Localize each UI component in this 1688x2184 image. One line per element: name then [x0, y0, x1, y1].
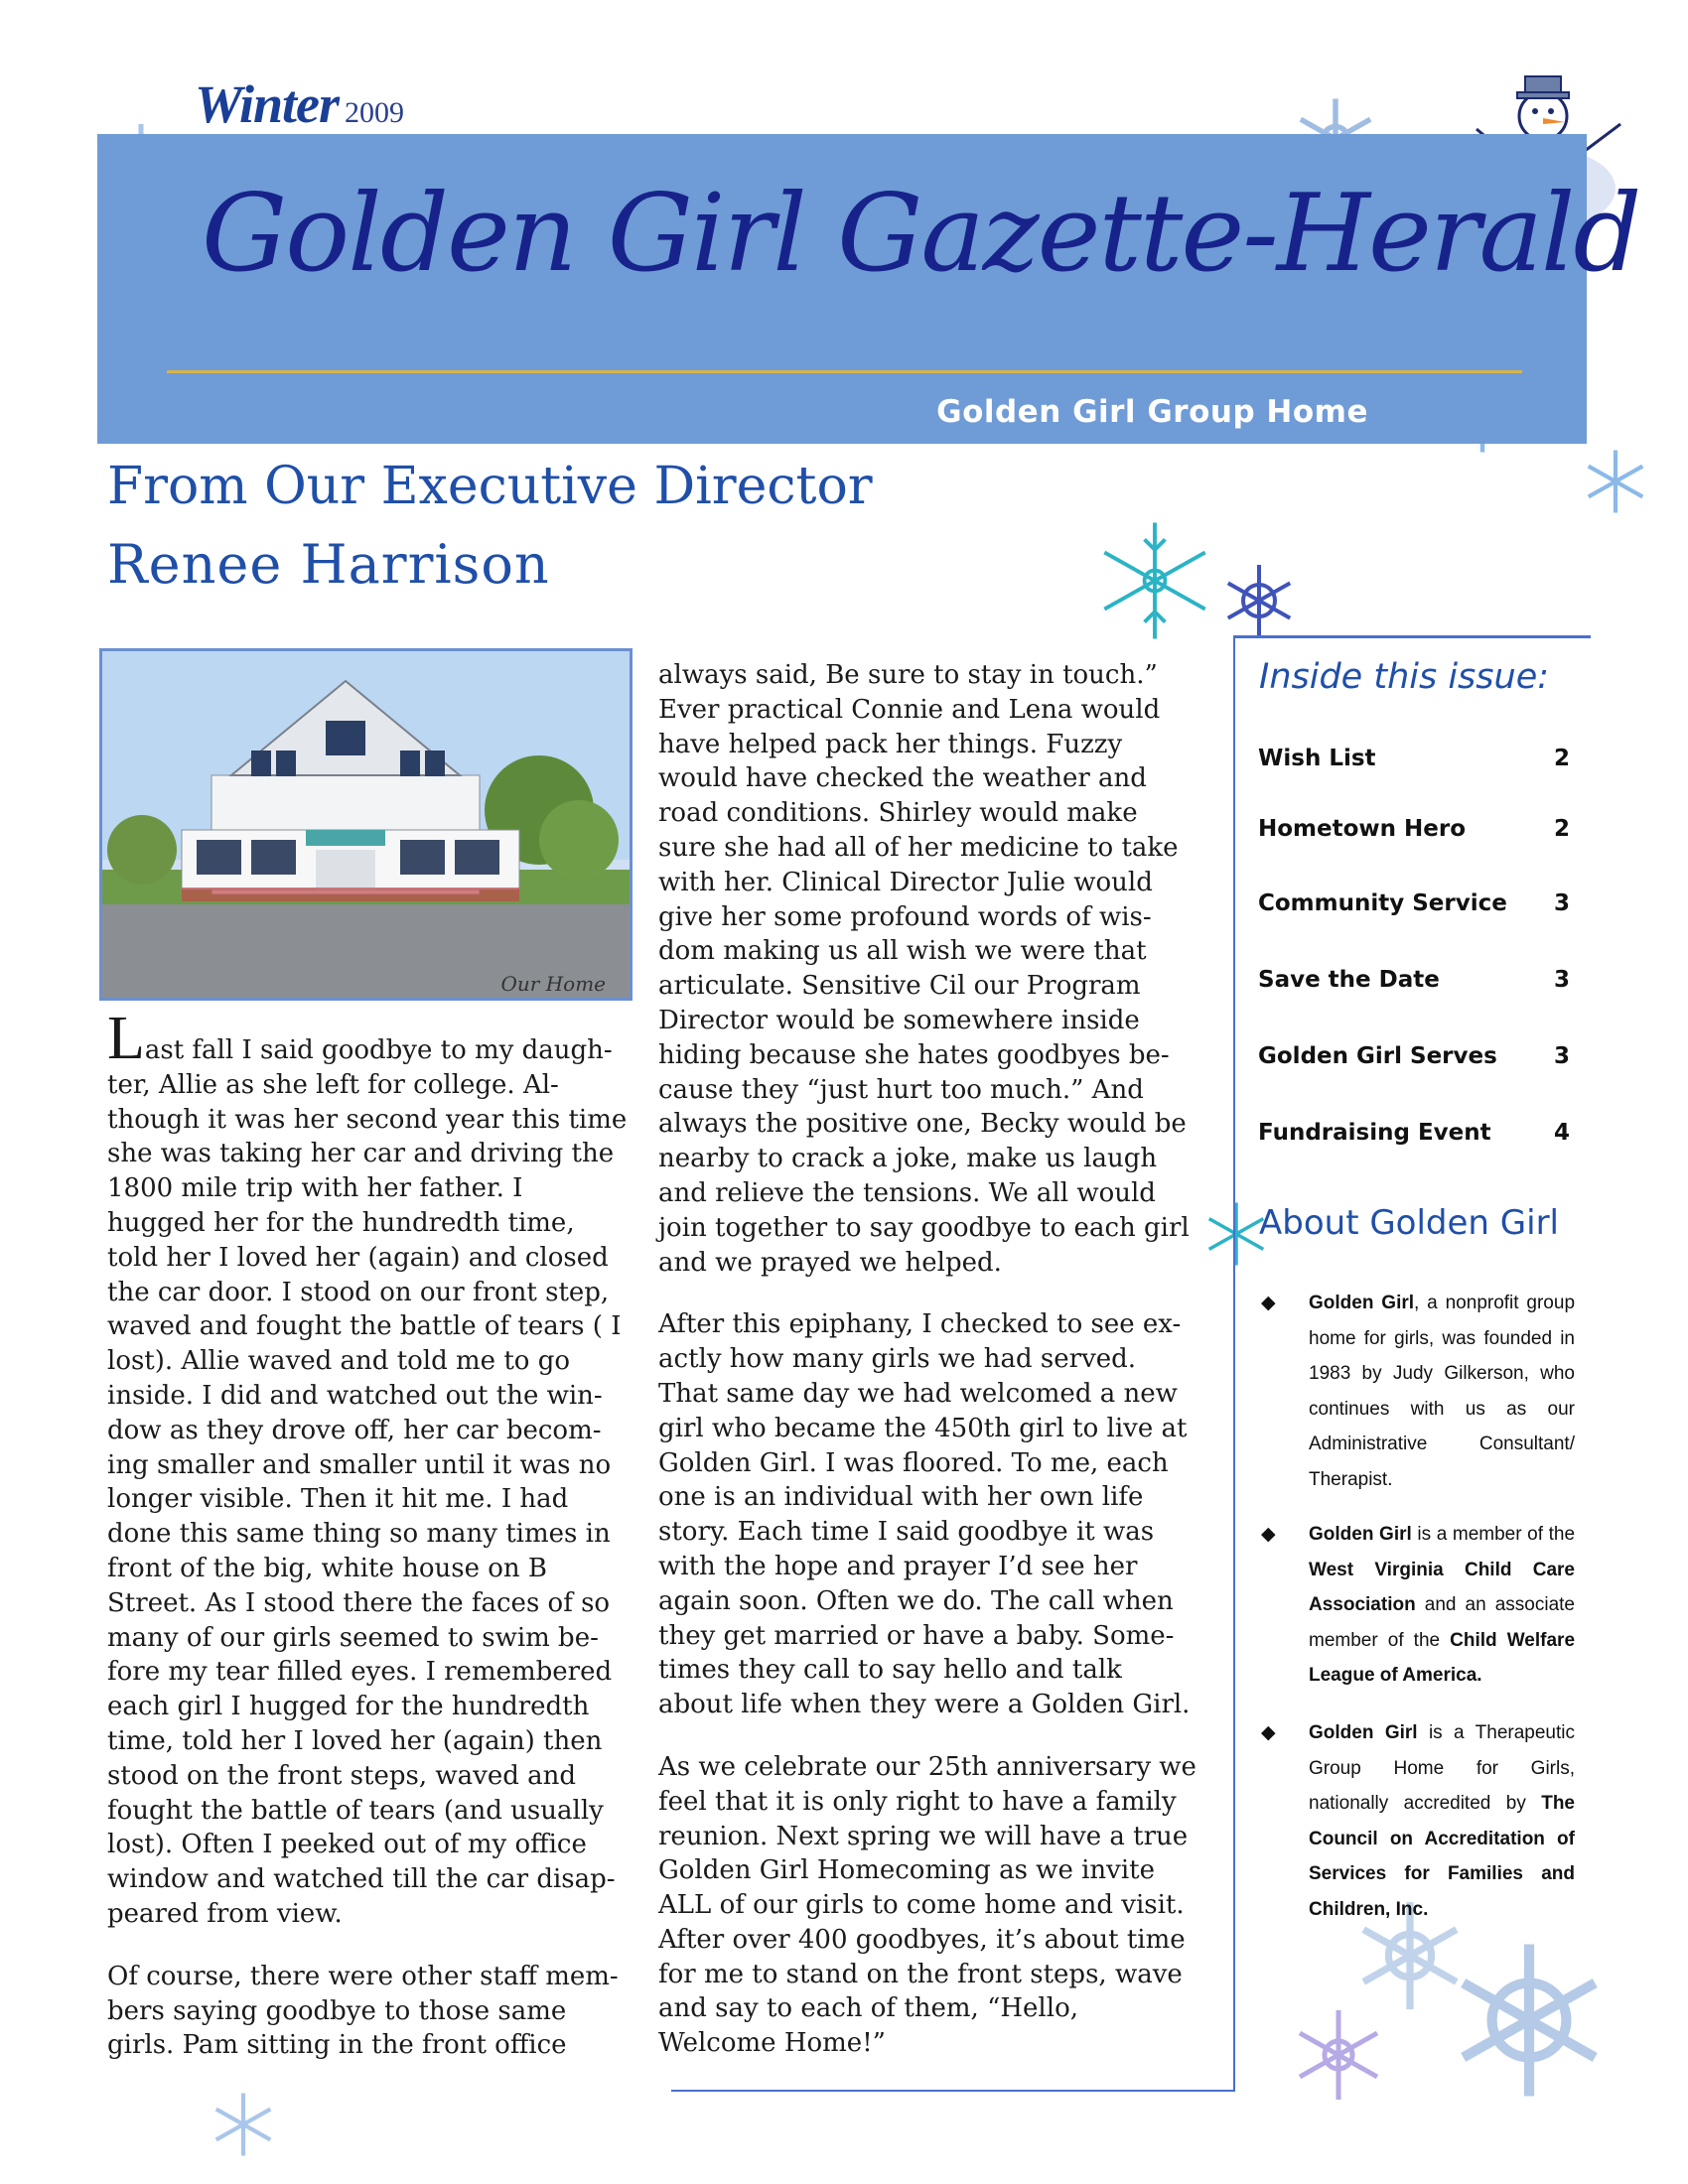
about-text	[1261, 1715, 1575, 1927]
toc-label: Golden Girl Serves	[1258, 1043, 1497, 1069]
article-line: done this same thing so many times in	[107, 1519, 611, 1550]
snowflake-icon	[1289, 2005, 1388, 2105]
about-bold: Child Welfare League of America.	[1309, 1629, 1576, 1686]
article-column-1	[107, 1005, 633, 2063]
article-line: many of our girls seemed to swim be-	[107, 1622, 599, 1653]
article-line: ing smaller and smaller until it was no	[107, 1449, 612, 1480]
article-line: Of course, there were other staff mem-	[107, 1961, 619, 1991]
article-line: Ever practical Connie and Lena would	[658, 694, 1161, 725]
article-line: would have checked the weather and	[658, 763, 1147, 794]
snowflake-icon	[1445, 1936, 1614, 2105]
article-line: for me to stand on the front steps, wave	[658, 1959, 1183, 1989]
article-line: girl who became the 450th girl to live at	[658, 1413, 1188, 1443]
article-line: always the positive one, Becky would be	[658, 1109, 1187, 1140]
about-bold: Golden Girl	[1309, 1722, 1418, 1743]
about-title: About Golden Girl	[1259, 1203, 1559, 1243]
article-line: Golden Girl. I was floored. To me, each	[658, 1447, 1169, 1478]
article-line: told her I loved her (again) and closed	[107, 1242, 609, 1273]
bottom-rule	[671, 2090, 1235, 2092]
diamond-bullet-icon: ◆	[1261, 1722, 1276, 1743]
about-plain: and an associate member of the	[1309, 1594, 1575, 1651]
article-column-2	[658, 658, 1199, 2061]
article-line: reunion. Next spring we will have a true	[658, 1821, 1189, 1851]
article-line-rest: ast fall I said goodbye to my daugh-	[144, 1035, 613, 1065]
article-line: and we prayed we helped.	[658, 1247, 1002, 1278]
article-line: Welcome Home!”	[658, 2028, 886, 2059]
article-line: articulate. Sensitive Cil our Program	[658, 971, 1141, 1002]
snowflake-icon	[1219, 561, 1299, 640]
article-line: again soon. Often we do. The call when	[658, 1585, 1174, 1616]
article-line: and say to each of them, “Hello,	[658, 1993, 1078, 2024]
article-line: fought the battle of tears (and usually	[107, 1795, 604, 1826]
article-line: inside. I did and watched out the win-	[107, 1380, 603, 1411]
snowflake-icon	[1090, 516, 1219, 645]
toc-page: 3	[1553, 890, 1570, 916]
toc-page: 3	[1553, 1043, 1570, 1069]
article-line: about life when they were a Golden Girl.	[658, 1690, 1191, 1720]
article-line: front of the big, white house on B	[107, 1553, 548, 1583]
article-line: road conditions. Shirley would make	[658, 798, 1138, 829]
toc-page: 4	[1553, 1120, 1570, 1146]
article-line: hiding because she hates goodbyes be-	[658, 1039, 1170, 1070]
article-line: stood on the front steps, waved and	[107, 1760, 576, 1791]
article-line: After over 400 goodbyes, it’s about time	[658, 1924, 1186, 1955]
sidebar-top-rule	[1233, 635, 1591, 638]
about-bold: West Virginia Child Care Association	[1309, 1559, 1575, 1615]
article-line: times they call to say hello and talk	[658, 1655, 1122, 1686]
article-line: bers saying goodbye to those same	[107, 1995, 567, 2026]
about-item-2	[1261, 1517, 1575, 1694]
article-line: story. Each time I said goodbye it was	[658, 1517, 1155, 1548]
article-line: time, told her I loved her (again) then	[107, 1725, 603, 1756]
toc-label: Fundraising Event	[1258, 1120, 1491, 1146]
toc-item-save-the-date[interactable]	[1258, 967, 1570, 993]
article-line: waved and fought the battle of tears ( I	[107, 1311, 622, 1342]
issue-year: 2009	[345, 96, 405, 129]
about-item-1	[1261, 1286, 1575, 1497]
article-line: actly how many girls we had served.	[658, 1344, 1137, 1375]
article-line: and relieve the tensions. We all would	[658, 1177, 1156, 1208]
house-illustration	[102, 651, 630, 998]
toc-item-community-service[interactable]	[1258, 890, 1570, 916]
toc-page: 2	[1553, 746, 1570, 771]
article-line: dom making us all wish we were that	[658, 936, 1147, 967]
diamond-bullet-icon: ◆	[1261, 1293, 1276, 1313]
about-bold: Golden Girl	[1309, 1293, 1415, 1313]
article-line: window and watched till the car disap-	[107, 1864, 616, 1895]
toc-item-wish-list[interactable]	[1258, 746, 1570, 771]
article-line: lost). Allie waved and told me to go	[107, 1346, 570, 1377]
article-line: girls. Pam sitting in the front office	[107, 2030, 567, 2061]
article-line: though it was her second year this time	[107, 1104, 628, 1135]
about-plain: is a Therapeutic Group Home for Girls, nationally accredited by	[1309, 1722, 1575, 1814]
about-text	[1261, 1286, 1575, 1497]
about-item-3	[1261, 1715, 1575, 1927]
article-line: hugged her for the hundredth time,	[107, 1207, 575, 1238]
article-line: give her some profound words of wis-	[658, 901, 1152, 932]
article-line: join together to say goodbye to each girl	[658, 1212, 1190, 1243]
article-line: she was taking her car and driving the	[107, 1139, 615, 1169]
article-line: sure she had all of her medicine to take	[658, 832, 1179, 863]
article-line: have helped pack her things. Fuzzy	[658, 729, 1123, 759]
article-line: fore my tear filled eyes. I remembered	[107, 1657, 613, 1688]
masthead-rule	[167, 370, 1522, 373]
issue-season: Winter	[195, 74, 340, 134]
toc-label: Wish List	[1258, 746, 1376, 771]
article-line: cause they “just hurt too much.” And	[658, 1074, 1144, 1105]
organization-name: Golden Girl Group Home	[936, 394, 1368, 430]
toc-item-fundraising-event[interactable]	[1258, 1120, 1570, 1146]
toc-label: Community Service	[1258, 890, 1507, 916]
article-line: with the hope and prayer I’d see her	[658, 1551, 1138, 1581]
article-line	[107, 1005, 633, 1072]
article-line: feel that it is only right to have a family	[658, 1786, 1177, 1817]
article-line: ter, Allie as she left for college. Al-	[107, 1069, 559, 1100]
article-line: Golden Girl Homecoming as we invite	[658, 1855, 1155, 1886]
issue-date	[195, 73, 404, 135]
article-line: longer visible. Then it hit me. I had	[107, 1484, 569, 1515]
drop-cap: L	[107, 1005, 145, 1072]
article-line: ALL of our girls to come home and visit.	[658, 1890, 1185, 1921]
article-line: 1800 mile trip with her father. I	[107, 1173, 523, 1204]
article-line: always said, Be sure to stay in touch.”	[658, 660, 1158, 690]
toc-label: Hometown Hero	[1258, 816, 1467, 842]
column-divider	[1233, 635, 1235, 2090]
photo-caption: Our Home	[500, 972, 606, 996]
about-plain: , a nonprofit group home for girls, was founded in 1983 by Judy Gilkerson, who continues with us as our Administrative Consultant/ Therapist.	[1309, 1293, 1576, 1490]
article-line: Street. As I stood there the faces of so	[107, 1587, 611, 1618]
article-line: That same day we had welcomed a new	[658, 1378, 1178, 1409]
article-line: After this epiphany, I checked to see ex-	[658, 1309, 1182, 1340]
section-title: From Our Executive Director	[107, 457, 873, 516]
about-text	[1261, 1517, 1575, 1694]
inside-issue-title: Inside this issue:	[1259, 657, 1550, 697]
article-line: Director would be somewhere inside	[658, 1005, 1140, 1035]
about-bold: Golden Girl	[1309, 1524, 1412, 1545]
toc-page: 3	[1553, 967, 1570, 993]
article-line: the car door. I stood on our front step,	[107, 1277, 610, 1307]
about-plain: is a member of the	[1411, 1524, 1576, 1545]
toc-item-golden-girl-serves[interactable]	[1258, 1043, 1570, 1069]
article-line: each girl I hugged for the hundredth	[107, 1692, 590, 1722]
article-line: they get married or have a baby. Some-	[658, 1620, 1175, 1651]
article-line: with her. Clinical Director Julie would	[658, 867, 1153, 897]
masthead-banner	[97, 134, 1640, 444]
article-line: one is an individual with her own life	[658, 1482, 1144, 1513]
snowflake-icon	[1581, 447, 1650, 516]
article-line: nearby to crack a joke, make us laugh	[658, 1144, 1158, 1174]
snowflake-icon	[209, 2090, 278, 2159]
about-bold: The Council on Accreditation of Services for Families and Children, Inc.	[1309, 1793, 1575, 1920]
article-line: peared from view.	[107, 1898, 343, 1929]
article-line: lost). Often I peeked out of my office	[107, 1830, 587, 1860]
author-name: Renee Harrison	[107, 533, 550, 596]
article-line: As we celebrate our 25th anniversary we	[658, 1751, 1196, 1782]
toc-page: 2	[1553, 816, 1570, 842]
house-photo	[99, 648, 633, 1001]
toc-item-hometown-hero[interactable]	[1258, 816, 1570, 842]
masthead-title: Golden Girl Gazette-Herald	[202, 172, 1640, 296]
toc-label: Save the Date	[1258, 967, 1440, 993]
diamond-bullet-icon: ◆	[1261, 1524, 1276, 1545]
article-line: dow as they drove off, her car becom-	[107, 1415, 602, 1445]
